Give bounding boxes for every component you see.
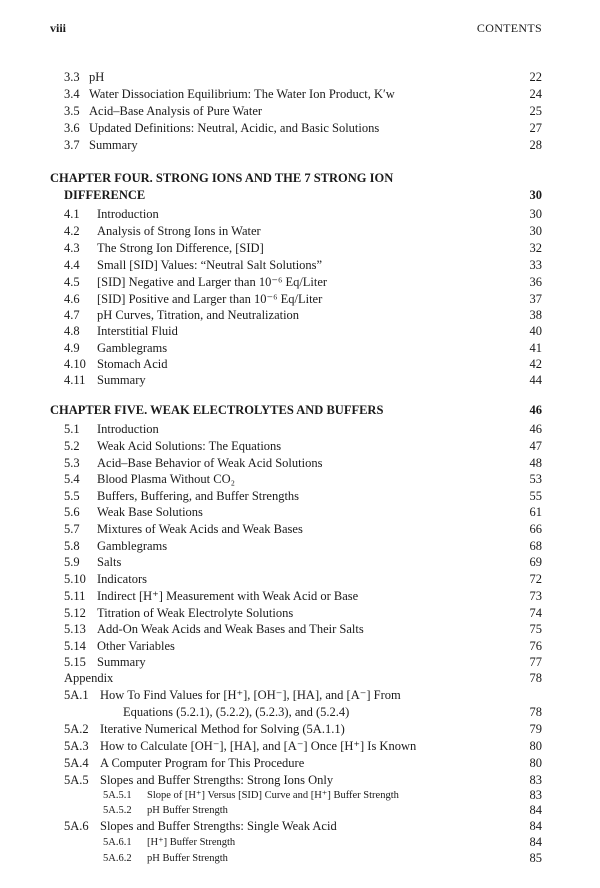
chapter-page: 30 — [529, 188, 542, 202]
entry-title: Blood Plasma Without CO₂ — [97, 472, 236, 486]
entry-title: Salts — [97, 555, 122, 569]
entry-title: Slopes and Buffer Strengths: Single Weak Acid — [100, 819, 337, 833]
toc-entry — [0, 137, 600, 154]
entry-page: 74 — [529, 606, 542, 620]
entry-page: 30 — [529, 207, 542, 221]
entry-number: 5.6 — [64, 505, 80, 519]
entry-number: 5A.5 — [64, 773, 89, 787]
entry-page: 75 — [529, 622, 542, 636]
entry-number: 5.14 — [64, 639, 86, 653]
entry-page: 80 — [529, 739, 542, 753]
entry-page: 61 — [529, 505, 542, 519]
entry-page: 85 — [529, 851, 542, 865]
entry-number: 3.5 — [64, 104, 80, 118]
entry-page: 84 — [529, 835, 542, 849]
appendix-heading — [0, 670, 600, 687]
entry-title: Interstitial Fluid — [97, 324, 178, 338]
toc-entry — [0, 455, 600, 472]
toc-entry-cont — [0, 704, 600, 721]
entry-number: 5A.3 — [64, 739, 89, 753]
toc-entry — [0, 621, 600, 638]
entry-number: 5A.2 — [64, 722, 89, 736]
toc-entry — [0, 654, 600, 671]
entry-title: Introduction — [97, 422, 159, 436]
entry-page: 55 — [529, 489, 542, 503]
chapter-title-cont: DIFFERENCE — [64, 188, 146, 202]
entry-page: 46 — [529, 422, 542, 436]
entry-number: 4.5 — [64, 275, 80, 289]
entry-page: 77 — [529, 655, 542, 669]
toc-entry — [0, 438, 600, 455]
chapter-title: CHAPTER FIVE. WEAK ELECTROLYTES AND BUFFERS — [50, 403, 384, 417]
entry-title: pH — [89, 70, 105, 84]
entry-title: Acid–Base Behavior of Weak Acid Solutions — [97, 456, 323, 470]
entry-number: 5.11 — [64, 589, 86, 603]
entry-title: The Strong Ion Difference, [SID] — [97, 241, 264, 255]
entry-title: A Computer Program for This Procedure — [100, 756, 305, 770]
entry-number: 5.8 — [64, 539, 80, 553]
entry-page: 30 — [529, 224, 542, 238]
toc-entry — [0, 120, 600, 137]
entry-number: 5A.4 — [64, 756, 89, 770]
entry-number: 5A.6.2 — [103, 853, 132, 864]
entry-number: 5.3 — [64, 456, 80, 470]
entry-title: Summary — [97, 373, 146, 387]
entry-title: Slopes and Buffer Strengths: Strong Ions Only — [100, 773, 334, 787]
entry-title: Iterative Numerical Method for Solving (5A.1.1) — [100, 722, 345, 736]
toc-entry — [0, 340, 600, 357]
entry-title: Updated Definitions: Neutral, Acidic, and Basic Solutions — [89, 121, 380, 135]
entry-title: Summary — [97, 655, 146, 669]
entry-title: Summary — [89, 138, 138, 152]
entry-number: 5.9 — [64, 555, 80, 569]
toc-entry — [0, 323, 600, 340]
entry-number: 4.8 — [64, 324, 80, 338]
entry-page: 38 — [529, 308, 542, 322]
entry-title: pH Curves, Titration, and Neutralization — [97, 308, 300, 322]
toc-entry — [0, 356, 600, 373]
toc-entry — [0, 488, 600, 505]
entry-number: 4.7 — [64, 308, 80, 322]
toc-entry — [0, 307, 600, 324]
toc-entry — [0, 605, 600, 622]
entry-number: 5.15 — [64, 655, 86, 669]
toc-entry — [0, 421, 600, 438]
toc-entry — [0, 638, 600, 655]
toc-entry — [0, 69, 600, 86]
entry-title: How to Calculate [OH⁻], [HA], and [A⁻] Once [H⁺] Is Known — [100, 739, 417, 753]
entry-page: 32 — [529, 241, 542, 255]
entry-number: 3.4 — [64, 87, 80, 101]
toc-entry — [0, 86, 600, 103]
toc-entry — [0, 687, 600, 704]
entry-title: pH Buffer Strength — [147, 805, 228, 816]
entry-title: Weak Base Solutions — [97, 505, 203, 519]
toc-entry — [0, 240, 600, 257]
entry-title: [SID] Negative and Larger than 10⁻⁶ Eq/Liter — [97, 275, 328, 289]
entry-page: 83 — [529, 773, 542, 787]
entry-number: 5A.6.1 — [103, 837, 132, 848]
entry-page: 76 — [529, 639, 542, 653]
entry-page: 53 — [529, 472, 542, 486]
entry-page: 40 — [529, 324, 542, 338]
entry-page: 72 — [529, 572, 542, 586]
entry-title: Indicators — [97, 572, 147, 586]
entry-title: Other Variables — [97, 639, 175, 653]
entry-title: Gamblegrams — [97, 539, 168, 553]
entry-number: 5.12 — [64, 606, 86, 620]
entry-number: 4.9 — [64, 341, 80, 355]
entry-number: 5.5 — [64, 489, 80, 503]
entry-page: 68 — [529, 539, 542, 553]
entry-title: Gamblegrams — [97, 341, 168, 355]
entry-number: 4.6 — [64, 292, 80, 306]
entry-number: 5A.5.2 — [103, 805, 132, 816]
toc-entry — [0, 206, 600, 223]
entry-page: 24 — [529, 87, 542, 101]
toc-entry — [0, 588, 600, 605]
entry-page: 33 — [529, 258, 542, 272]
entry-title: Weak Acid Solutions: The Equations — [97, 439, 282, 453]
chapter-heading — [0, 170, 600, 187]
entry-page: 36 — [529, 275, 542, 289]
entry-page: 84 — [529, 803, 542, 817]
entry-page: 44 — [529, 373, 542, 387]
entry-page: 22 — [529, 70, 542, 84]
toc-entry — [0, 521, 600, 538]
entry-number: 3.6 — [64, 121, 80, 135]
entry-page: 78 — [529, 671, 542, 685]
entry-title: Small [SID] Values: “Neutral Salt Solutions” — [97, 258, 323, 272]
chapter-title: CHAPTER FOUR. STRONG IONS AND THE 7 STRONG ION — [50, 171, 394, 185]
chapter-heading-cont — [0, 187, 600, 204]
entry-title: Buffers, Buffering, and Buffer Strengths — [97, 489, 300, 503]
entry-page: 28 — [529, 138, 542, 152]
toc-entry — [0, 755, 600, 772]
entry-title: Indirect [H⁺] Measurement with Weak Acid or Base — [97, 589, 359, 603]
entry-page: 66 — [529, 522, 542, 536]
toc-entry — [0, 291, 600, 308]
entry-number: 5.10 — [64, 572, 86, 586]
entry-title: Titration of Weak Electrolyte Solutions — [97, 606, 294, 620]
entry-title-cont: Equations (5.2.1), (5.2.2), (5.2.3), and (5.2.4) — [123, 705, 350, 719]
entry-title: Slope of [H⁺] Versus [SID] Curve and [H⁺] Buffer Strength — [147, 790, 399, 801]
toc-entry — [0, 571, 600, 588]
entry-number: 5.13 — [64, 622, 86, 636]
running-head: CONTENTS — [476, 21, 542, 35]
entry-page: 41 — [529, 341, 542, 355]
entry-number: 5.7 — [64, 522, 80, 536]
entry-title: Stomach Acid — [97, 357, 168, 371]
entry-title: Introduction — [97, 207, 159, 221]
page-header — [50, 21, 542, 39]
entry-page: 83 — [529, 788, 542, 802]
appendix-label: Appendix — [64, 671, 114, 685]
entry-page: 48 — [529, 456, 542, 470]
entry-title: Add-On Weak Acids and Weak Bases and Their Salts — [97, 622, 364, 636]
entry-page: 79 — [529, 722, 542, 736]
toc-entry — [0, 274, 600, 291]
toc-entry — [0, 538, 600, 555]
toc-entry — [0, 738, 600, 755]
page-number: viii — [50, 21, 67, 35]
entry-number: 4.4 — [64, 258, 80, 272]
chapter-heading — [0, 402, 600, 419]
chapter-page: 46 — [529, 403, 542, 417]
entry-title: [SID] Positive and Larger than 10⁻⁶ Eq/Liter — [97, 292, 323, 306]
entry-number: 5A.5.1 — [103, 790, 132, 801]
entry-number: 5A.6 — [64, 819, 89, 833]
entry-title: pH Buffer Strength — [147, 853, 228, 864]
toc-subentry — [0, 802, 600, 819]
toc-entry — [0, 721, 600, 738]
entry-page: 42 — [529, 357, 542, 371]
entry-number: 5.2 — [64, 439, 80, 453]
toc-entry — [0, 103, 600, 120]
entry-number: 4.2 — [64, 224, 80, 238]
entry-number: 4.3 — [64, 241, 80, 255]
entry-number: 3.7 — [64, 138, 80, 152]
entry-page: 37 — [529, 292, 542, 306]
entry-title: [H⁺] Buffer Strength — [147, 837, 236, 848]
toc-subentry — [0, 850, 600, 867]
toc-entry — [0, 372, 600, 389]
toc-entry — [0, 504, 600, 521]
toc-entry — [0, 257, 600, 274]
entry-number: 5.4 — [64, 472, 80, 486]
entry-title: Water Dissociation Equilibrium: The Water Ion Product, K′w — [89, 87, 395, 101]
entry-title: Acid–Base Analysis of Pure Water — [89, 104, 263, 118]
toc-entry — [0, 471, 600, 488]
entry-page: 73 — [529, 589, 542, 603]
entry-title: Mixtures of Weak Acids and Weak Bases — [97, 522, 303, 536]
toc-entry — [0, 223, 600, 240]
entry-number: 3.3 — [64, 70, 80, 84]
entry-page: 69 — [529, 555, 542, 569]
entry-page: 27 — [529, 121, 542, 135]
entry-number: 4.11 — [64, 373, 86, 387]
entry-title: Analysis of Strong Ions in Water — [97, 224, 261, 238]
entry-title: How To Find Values for [H⁺], [OH⁻], [HA], and [A⁻] From — [100, 688, 401, 702]
entry-page: 78 — [529, 705, 542, 719]
entry-number: 5A.1 — [64, 688, 89, 702]
toc-entry — [0, 818, 600, 835]
entry-page: 80 — [529, 756, 542, 770]
entry-number: 5.1 — [64, 422, 80, 436]
entry-page: 25 — [529, 104, 542, 118]
entry-page: 47 — [529, 439, 542, 453]
entry-number: 4.10 — [64, 357, 86, 371]
toc-subentry — [0, 834, 600, 851]
entry-page: 84 — [529, 819, 542, 833]
entry-number: 4.1 — [64, 207, 80, 221]
toc-entry — [0, 554, 600, 571]
